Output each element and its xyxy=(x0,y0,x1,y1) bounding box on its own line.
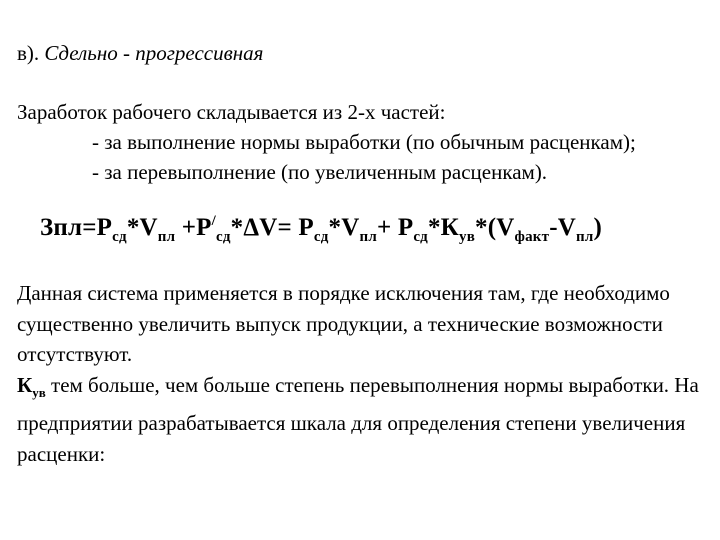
formula-part: *(V xyxy=(475,214,515,241)
formula-sub-sd: сд xyxy=(413,229,428,245)
paragraph-line: Данная система применяется в порядке исключения там, где необходимо существенно увеличить выпуск продукции, а технические возможности отсутствуют. xyxy=(17,281,670,366)
formula-part: *ΔV= Р xyxy=(230,214,314,241)
formula-prime: / xyxy=(211,213,216,229)
k-label: К xyxy=(17,372,33,397)
formula-sub-sd: сд xyxy=(112,229,127,245)
formula-sub-pl: пл xyxy=(576,229,594,245)
formula-part: *V xyxy=(126,214,158,241)
formula-part: +Р xyxy=(175,214,212,241)
formula-part: *V xyxy=(328,214,360,241)
wage-formula xyxy=(40,213,602,246)
formula-part: -V xyxy=(549,214,576,241)
formula-part: *К xyxy=(427,214,460,241)
formula-sub-pl: пл xyxy=(359,229,377,245)
section-heading xyxy=(17,40,263,66)
k-sub: ув xyxy=(32,384,46,400)
bullet-item: - за выполнение нормы выработки (по обычным расценкам); xyxy=(92,130,636,154)
heading-title: Сдельно - прогрессивная xyxy=(44,41,264,65)
formula-part: ) xyxy=(593,214,602,241)
formula-sub-uv: ув xyxy=(459,229,476,245)
k-uv-label xyxy=(17,372,46,400)
formula-sub-pl: пл xyxy=(157,229,176,245)
formula-sub-sd: сд xyxy=(216,229,231,245)
bullet-item: - за перевыполнение (по увеличенным расценкам). xyxy=(92,160,548,184)
description-paragraph xyxy=(17,278,707,469)
formula-sub-sd: сд xyxy=(313,229,329,245)
heading-prefix: в). xyxy=(17,41,45,65)
paragraph-line xyxy=(17,370,707,470)
paragraph-text: тем больше, чем больше степень перевыполнения нормы выработки. На предприятии разрабатывается шкала для определения степени увеличения расценки: xyxy=(17,372,699,466)
formula-sub-fakt: факт xyxy=(514,229,550,245)
formula-part: + Р xyxy=(376,214,414,241)
formula-lhs: Зпл=Р xyxy=(40,214,113,241)
intro-text: Заработок рабочего складывается из 2-х частей: xyxy=(17,100,446,124)
